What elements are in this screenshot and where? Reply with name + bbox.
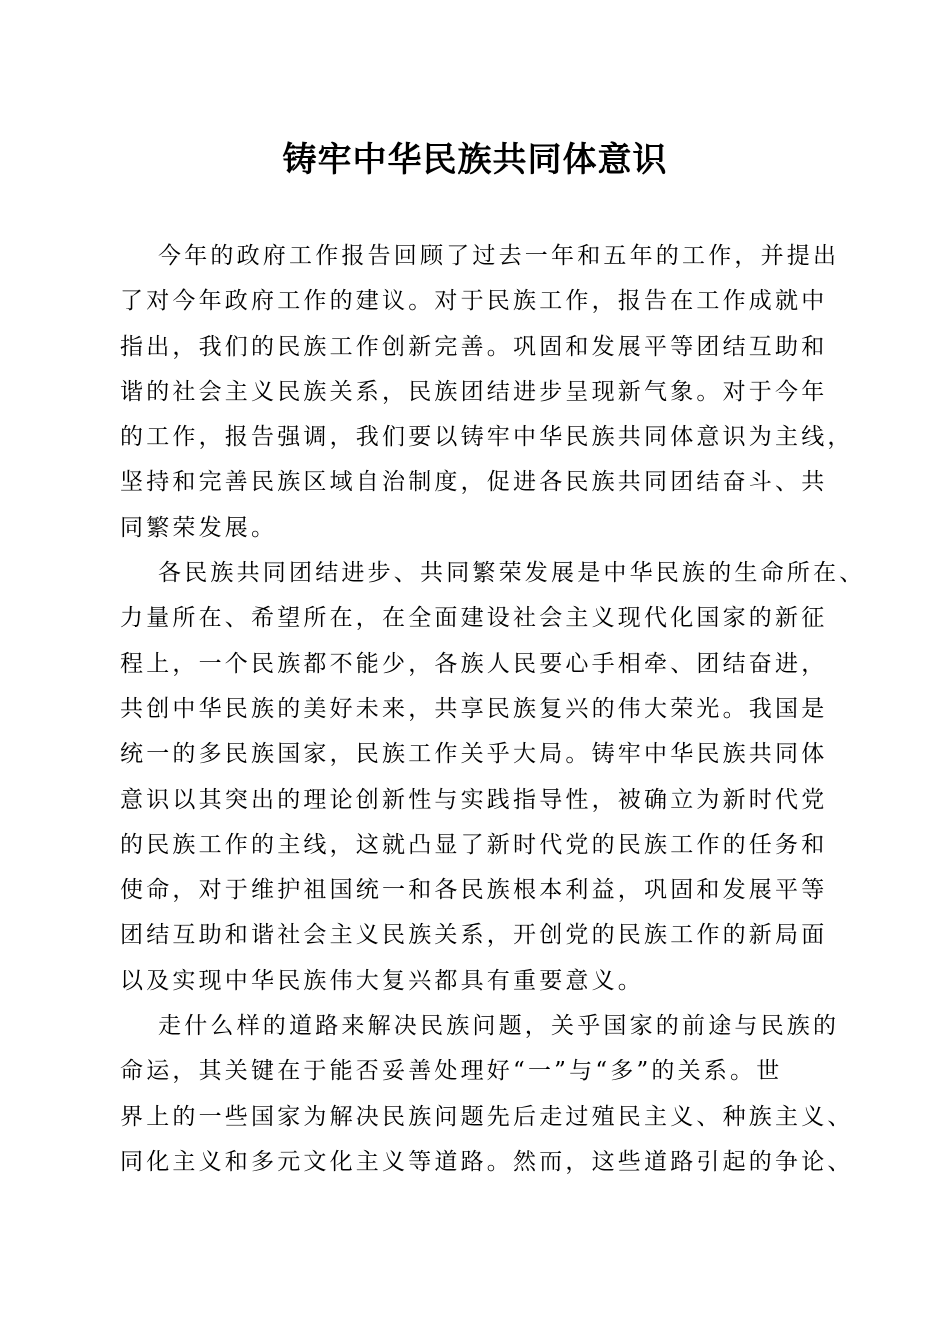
paragraph-2-line-5: 统一的多民族国家，民族工作关乎大局。铸牢中华民族共同体 <box>120 741 828 768</box>
paragraph-2-line-7: 的民族工作的主线，这就凸显了新时代党的民族工作的任务和 <box>120 831 828 858</box>
paragraph-2-line-3: 程上，一个民族都不能少，各族人民要心手相牵、团结奋进， <box>120 650 828 677</box>
paragraph-1-line-3: 指出，我们的民族工作创新完善。巩固和发展平等团结互助和 <box>120 333 828 360</box>
paragraph-2-line-10: 以及实现中华民族伟大复兴都具有重要意义。 <box>120 967 644 994</box>
paragraph-2-line-9: 团结互助和谐社会主义民族关系，开创党的民族工作的新局面 <box>120 922 828 949</box>
paragraph-3-line-4: 同化主义和多元文化主义等道路。然而，这些道路引起的争论、 <box>120 1148 854 1175</box>
paragraph-2-line-4: 共创中华民族的美好未来，共享民族复兴的伟大荣光。我国是 <box>120 695 828 722</box>
paragraph-2-line-2: 力量所在、希望所在，在全面建设社会主义现代化国家的新征 <box>120 605 828 632</box>
paragraph-3-line-2: 命运，其关键在于能否妥善处理好“一”与“多”的关系。世 <box>120 1058 783 1085</box>
paragraph-3-line-1: 走什么样的道路来解决民族问题，关乎国家的前途与民族的 <box>158 1013 840 1040</box>
paragraph-1-line-1: 今年的政府工作报告回顾了过去一年和五年的工作，并提出 <box>158 243 840 269</box>
document-title: 铸牢中华民族共同体意识 <box>282 140 668 180</box>
paragraph-2-line-8: 使命，对于维护祖国统一和各民族根本利益，巩固和发展平等 <box>120 877 828 904</box>
paragraph-3-line-3: 界上的一些国家为解决民族问题先后走过殖民主义、种族主义、 <box>120 1103 854 1130</box>
paragraph-1-line-2: 了对今年政府工作的建议。对于民族工作，报告在工作成就中 <box>120 288 828 315</box>
paragraph-2-line-1: 各民族共同团结进步、共同繁荣发展是中华民族的生命所在、 <box>158 560 866 587</box>
paragraph-1-line-7: 同繁荣发展。 <box>120 514 278 541</box>
paragraph-2-line-6: 意识以其突出的理论创新性与实践指导性，被确立为新时代党 <box>120 786 828 813</box>
paragraph-1-line-6: 坚持和完善民族区域自治制度，促进各民族共同团结奋斗、共 <box>120 469 828 496</box>
paragraph-1-line-4: 谐的社会主义民族关系，民族团结进步呈现新气象。对于今年 <box>120 378 828 405</box>
document-body <box>120 234 866 1185</box>
paragraph-1-line-5: 的工作，报告强调，我们要以铸牢中华民族共同体意识为主线， <box>120 424 854 451</box>
